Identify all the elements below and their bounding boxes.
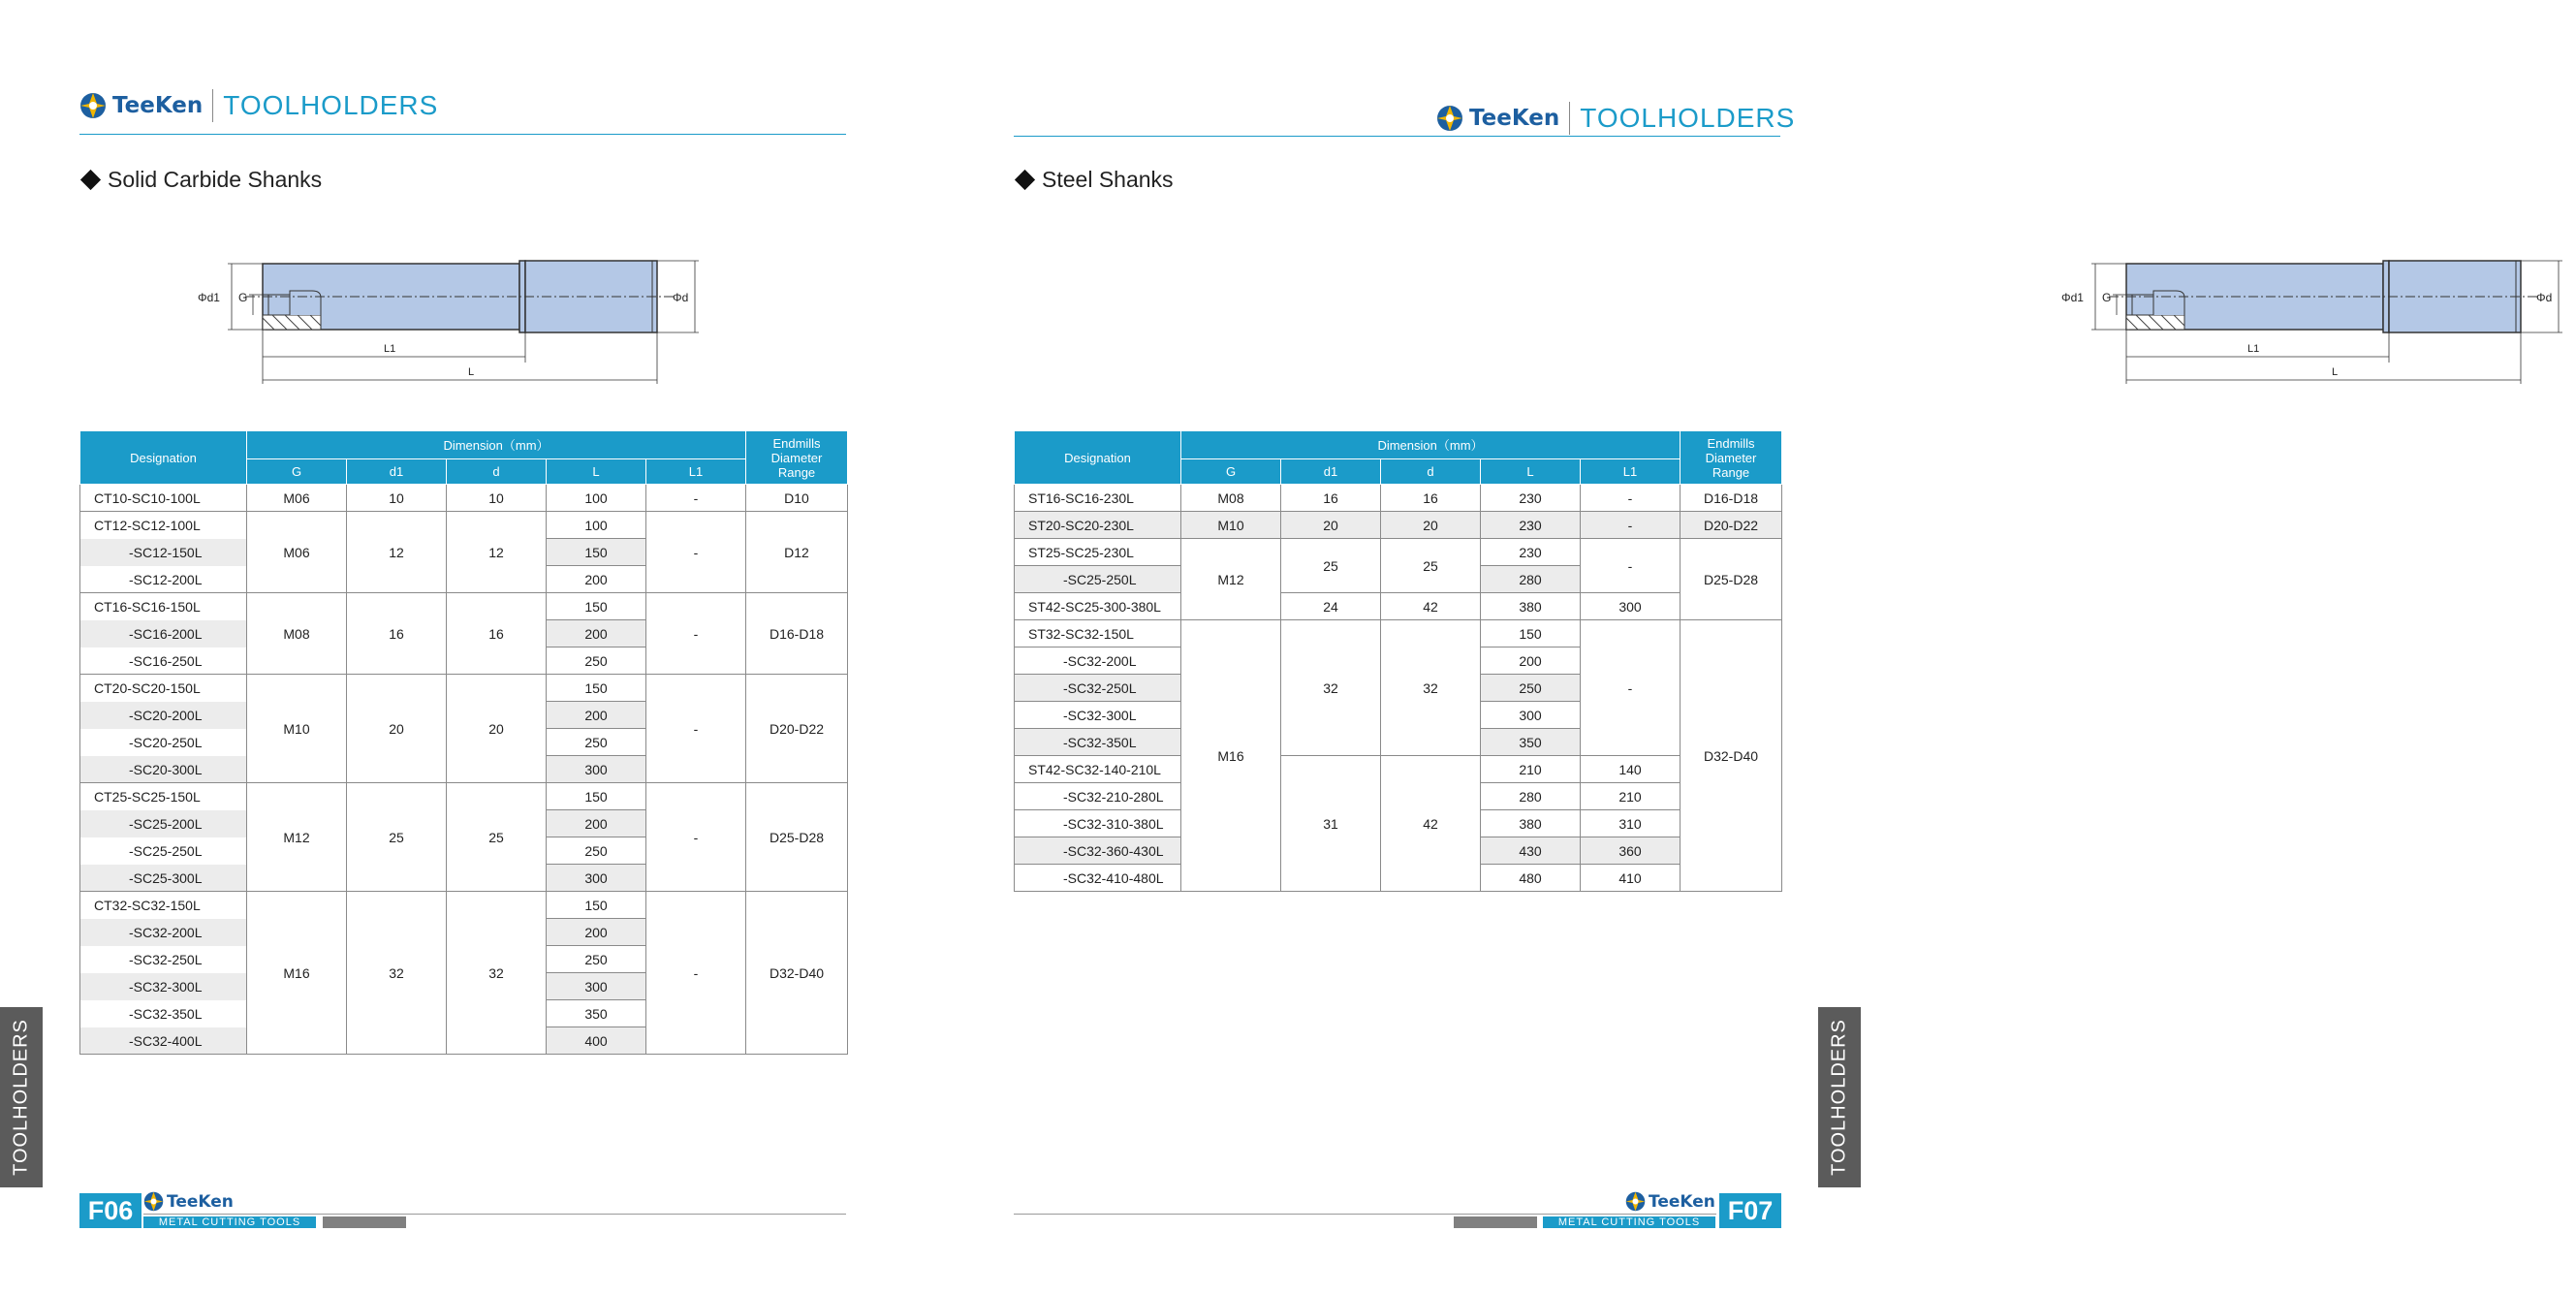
- col-header-endmills-range: [746, 431, 848, 485]
- endmills-line-1: Endmills: [1707, 435, 1755, 451]
- designation-cell: -SC25-300L: [80, 865, 247, 892]
- table-row: [80, 593, 848, 620]
- l-cell: 200: [547, 810, 646, 837]
- l1-cell: 210: [1581, 783, 1681, 810]
- d1-cell: 20: [1281, 512, 1381, 539]
- col-header-d1: d1: [1281, 459, 1381, 485]
- l-cell: 250: [547, 729, 646, 756]
- diamond-bullet-icon: [80, 170, 101, 190]
- l-cell: 250: [547, 946, 646, 973]
- designation-cell: -SC20-250L: [80, 729, 247, 756]
- d1-cell: 24: [1281, 593, 1381, 620]
- dim-label-g: G: [238, 291, 248, 304]
- d1-cell: 10: [347, 485, 447, 512]
- dim-label-phi-d: Φd: [2536, 291, 2553, 304]
- d-cell: 10: [447, 485, 547, 512]
- right-page: [930, 0, 2553, 1295]
- l-cell: 200: [547, 620, 646, 648]
- side-tab: [1818, 1007, 1861, 1187]
- l1-cell: -: [1581, 539, 1681, 593]
- steel-shanks-table: [1014, 430, 1782, 892]
- designation-cell: -SC25-200L: [80, 810, 247, 837]
- designation-cell: -SC32-300L: [1015, 702, 1181, 729]
- footer-gray-bar: [1454, 1216, 1537, 1228]
- g-cell: M16: [1181, 620, 1281, 892]
- range-cell: D16-D18: [1681, 485, 1782, 512]
- designation-cell: CT32-SC32-150L: [80, 892, 247, 919]
- side-tab-label: TOOLHOLDERS: [1828, 1019, 1850, 1176]
- l1-cell: -: [646, 783, 746, 892]
- col-header-designation: Designation: [1015, 431, 1181, 485]
- l-cell: 300: [547, 973, 646, 1000]
- l-cell: 150: [547, 675, 646, 702]
- l-cell: 380: [1481, 593, 1581, 620]
- footer-gray-bar: [323, 1216, 406, 1228]
- col-header-l1: L1: [1581, 459, 1681, 485]
- designation-cell: -SC32-400L: [80, 1027, 247, 1055]
- page-header: [1436, 102, 1795, 135]
- l-cell: 230: [1481, 485, 1581, 512]
- brand-name: TeeKen: [112, 93, 204, 118]
- col-header-g: G: [1181, 459, 1281, 485]
- l-cell: 280: [1481, 566, 1581, 593]
- l-cell: 100: [547, 485, 646, 512]
- shank-drawing: [2053, 254, 2576, 390]
- l1-cell: 360: [1581, 837, 1681, 865]
- col-header-d: d: [1381, 459, 1481, 485]
- side-tab: [0, 1007, 43, 1187]
- header-rule: [79, 134, 846, 135]
- section-title: [1014, 167, 1174, 193]
- l1-cell: 140: [1581, 756, 1681, 783]
- d1-cell: 25: [1281, 539, 1381, 593]
- g-cell: M06: [247, 512, 347, 593]
- range-cell: D32-D40: [1681, 620, 1782, 892]
- col-header-dimension: Dimension（mm）: [247, 431, 746, 459]
- col-header-endmills-range: [1681, 431, 1782, 485]
- l-cell: 280: [1481, 783, 1581, 810]
- table-row: [80, 783, 848, 810]
- designation-cell: -SC12-150L: [80, 539, 247, 566]
- col-header-dimension: Dimension（mm）: [1181, 431, 1681, 459]
- shank-drawing: [189, 254, 712, 390]
- designation-cell: -SC16-250L: [80, 648, 247, 675]
- d-cell: 32: [447, 892, 547, 1055]
- designation-cell: -SC32-200L: [1015, 648, 1181, 675]
- footer-logo: [143, 1191, 234, 1212]
- solid-carbide-shanks-table: [79, 430, 848, 1055]
- col-header-d1: d1: [347, 459, 447, 485]
- designation-cell: -SC20-300L: [80, 756, 247, 783]
- l-cell: 150: [547, 593, 646, 620]
- l1-cell: -: [1581, 512, 1681, 539]
- l-cell: 380: [1481, 810, 1581, 837]
- range-cell: D20-D22: [746, 675, 848, 783]
- d1-cell: 32: [1281, 620, 1381, 756]
- dim-label-g: G: [2102, 291, 2112, 304]
- designation-cell: CT16-SC16-150L: [80, 593, 247, 620]
- dim-label-l1: L1: [2247, 343, 2260, 355]
- range-cell: D20-D22: [1681, 512, 1782, 539]
- dim-label-phi-d1: Φd1: [2061, 291, 2084, 304]
- endmills-line-1: Endmills: [772, 435, 821, 451]
- section-title: [79, 167, 322, 193]
- d-cell: 20: [1381, 512, 1481, 539]
- dim-label-phi-d: Φd: [673, 291, 689, 304]
- designation-cell: -SC32-310-380L: [1015, 810, 1181, 837]
- g-cell: M08: [1181, 485, 1281, 512]
- l1-cell: 410: [1581, 865, 1681, 892]
- l-cell: 200: [547, 702, 646, 729]
- range-cell: D32-D40: [746, 892, 848, 1055]
- l-cell: 300: [547, 865, 646, 892]
- logo-icon: [1436, 105, 1463, 132]
- designation-cell: -SC32-360-430L: [1015, 837, 1181, 865]
- endmills-line-3: Range: [1712, 464, 1750, 480]
- footer-logo-icon: [1625, 1191, 1646, 1212]
- footer-tagline: METAL CUTTING TOOLS: [1543, 1216, 1715, 1228]
- left-page: [0, 0, 930, 1295]
- d1-cell: 32: [347, 892, 447, 1055]
- l1-cell: 310: [1581, 810, 1681, 837]
- col-header-l: L: [547, 459, 646, 485]
- table-row: [1015, 512, 1782, 539]
- g-cell: M12: [1181, 539, 1281, 620]
- l1-cell: -: [646, 512, 746, 593]
- d1-cell: 12: [347, 512, 447, 593]
- d-cell: 25: [447, 783, 547, 892]
- range-cell: D10: [746, 485, 848, 512]
- designation-cell: -SC32-350L: [1015, 729, 1181, 756]
- designation-cell: -SC25-250L: [80, 837, 247, 865]
- section-title-text: Solid Carbide Shanks: [108, 167, 323, 192]
- designation-cell: -SC32-300L: [80, 973, 247, 1000]
- table-row: [1015, 620, 1782, 648]
- endmills-line-2: Diameter: [1705, 450, 1757, 465]
- diamond-bullet-icon: [1015, 170, 1035, 190]
- page-number: F06: [79, 1193, 141, 1228]
- l-cell: 350: [1481, 729, 1581, 756]
- d1-cell: 20: [347, 675, 447, 783]
- designation-cell: ST16-SC16-230L: [1015, 485, 1181, 512]
- table-row: [80, 892, 848, 919]
- l-cell: 150: [547, 539, 646, 566]
- range-cell: D25-D28: [746, 783, 848, 892]
- brand-logo: [1436, 105, 1559, 132]
- l-cell: 150: [547, 783, 646, 810]
- l-cell: 150: [1481, 620, 1581, 648]
- l-cell: 210: [1481, 756, 1581, 783]
- footer-rule: [143, 1214, 846, 1215]
- col-header-l1: L1: [646, 459, 746, 485]
- d1-cell: 16: [1281, 485, 1381, 512]
- designation-cell: -SC20-200L: [80, 702, 247, 729]
- footer-brand-name: TeeKen: [1649, 1191, 1715, 1212]
- d-cell: 25: [1381, 539, 1481, 593]
- g-cell: M06: [247, 485, 347, 512]
- designation-cell: -SC16-200L: [80, 620, 247, 648]
- side-tab-label: TOOLHOLDERS: [10, 1019, 32, 1176]
- l-cell: 150: [547, 892, 646, 919]
- designation-cell: CT25-SC25-150L: [80, 783, 247, 810]
- designation-cell: -SC32-210-280L: [1015, 783, 1181, 810]
- table-row: [1015, 756, 1782, 783]
- designation-cell: -SC32-250L: [1015, 675, 1181, 702]
- designation-cell: ST32-SC32-150L: [1015, 620, 1181, 648]
- header-title: TOOLHOLDERS: [1580, 103, 1796, 133]
- l-cell: 230: [1481, 512, 1581, 539]
- designation-cell: CT20-SC20-150L: [80, 675, 247, 702]
- designation-cell: CT10-SC10-100L: [80, 485, 247, 512]
- designation-cell: -SC32-350L: [80, 1000, 247, 1027]
- l-cell: 300: [1481, 702, 1581, 729]
- endmills-line-3: Range: [777, 464, 816, 480]
- l-cell: 300: [547, 756, 646, 783]
- col-header-d: d: [447, 459, 547, 485]
- designation-cell: ST25-SC25-230L: [1015, 539, 1181, 566]
- table-row: [1015, 593, 1782, 620]
- l1-cell: -: [646, 675, 746, 783]
- g-cell: M10: [247, 675, 347, 783]
- designation-cell: -SC32-410-480L: [1015, 865, 1181, 892]
- range-cell: D25-D28: [1681, 539, 1782, 620]
- table-row: [1015, 539, 1782, 566]
- d-cell: 12: [447, 512, 547, 593]
- footer-tagline: METAL CUTTING TOOLS: [143, 1216, 316, 1228]
- footer-logo: [1625, 1191, 1715, 1212]
- brand-logo: [79, 92, 203, 119]
- d1-cell: 31: [1281, 756, 1381, 892]
- table-row: [80, 512, 848, 539]
- footer-logo-icon: [143, 1191, 164, 1212]
- l1-cell: -: [646, 892, 746, 1055]
- g-cell: M08: [247, 593, 347, 675]
- l1-cell: -: [646, 485, 746, 512]
- table-row: [80, 675, 848, 702]
- footer-rule: [1014, 1214, 1716, 1215]
- col-header-designation: Designation: [80, 431, 247, 485]
- designation-cell: -SC32-250L: [80, 946, 247, 973]
- l-cell: 230: [1481, 539, 1581, 566]
- d1-cell: 16: [347, 593, 447, 675]
- table-body: [1015, 485, 1782, 892]
- range-cell: D12: [746, 512, 848, 593]
- designation-cell: ST42-SC32-140-210L: [1015, 756, 1181, 783]
- l-cell: 250: [547, 837, 646, 865]
- l1-cell: -: [1581, 620, 1681, 756]
- l-cell: 200: [1481, 648, 1581, 675]
- l1-cell: 300: [1581, 593, 1681, 620]
- table-row: [1015, 485, 1782, 512]
- section-title-text: Steel Shanks: [1042, 167, 1174, 192]
- l-cell: 100: [547, 512, 646, 539]
- l-cell: 250: [547, 648, 646, 675]
- table-body: [80, 485, 848, 1055]
- designation-cell: -SC25-250L: [1015, 566, 1181, 593]
- footer-brand-name: TeeKen: [167, 1191, 234, 1212]
- header-rule: [1014, 136, 1780, 137]
- page-number: F07: [1719, 1193, 1781, 1228]
- dim-label-l: L: [2332, 366, 2339, 378]
- endmills-line-2: Diameter: [770, 450, 823, 465]
- designation-cell: ST20-SC20-230L: [1015, 512, 1181, 539]
- designation-cell: CT12-SC12-100L: [80, 512, 247, 539]
- designation-cell: -SC32-200L: [80, 919, 247, 946]
- designation-cell: ST42-SC25-300-380L: [1015, 593, 1181, 620]
- dim-label-l1: L1: [384, 343, 396, 355]
- d-cell: 32: [1381, 620, 1481, 756]
- l-cell: 250: [1481, 675, 1581, 702]
- header-separator: [212, 89, 213, 122]
- g-cell: M10: [1181, 512, 1281, 539]
- d1-cell: 25: [347, 783, 447, 892]
- d-cell: 20: [447, 675, 547, 783]
- table-row: [80, 485, 848, 512]
- l-cell: 350: [547, 1000, 646, 1027]
- g-cell: M12: [247, 783, 347, 892]
- d-cell: 42: [1381, 756, 1481, 892]
- l1-cell: -: [1581, 485, 1681, 512]
- l1-cell: -: [646, 593, 746, 675]
- dim-label-l: L: [468, 366, 475, 378]
- l-cell: 200: [547, 566, 646, 593]
- logo-icon: [79, 92, 107, 119]
- d-cell: 16: [1381, 485, 1481, 512]
- l-cell: 200: [547, 919, 646, 946]
- col-header-g: G: [247, 459, 347, 485]
- dim-label-phi-d1: Φd1: [198, 291, 220, 304]
- brand-name: TeeKen: [1469, 106, 1560, 131]
- range-cell: D16-D18: [746, 593, 848, 675]
- designation-cell: -SC12-200L: [80, 566, 247, 593]
- g-cell: M16: [247, 892, 347, 1055]
- l-cell: 480: [1481, 865, 1581, 892]
- d-cell: 16: [447, 593, 547, 675]
- col-header-l: L: [1481, 459, 1581, 485]
- d-cell: 42: [1381, 593, 1481, 620]
- page-header: [79, 89, 438, 122]
- l-cell: 400: [547, 1027, 646, 1055]
- header-separator: [1569, 102, 1570, 135]
- l-cell: 430: [1481, 837, 1581, 865]
- header-title: TOOLHOLDERS: [223, 90, 439, 120]
